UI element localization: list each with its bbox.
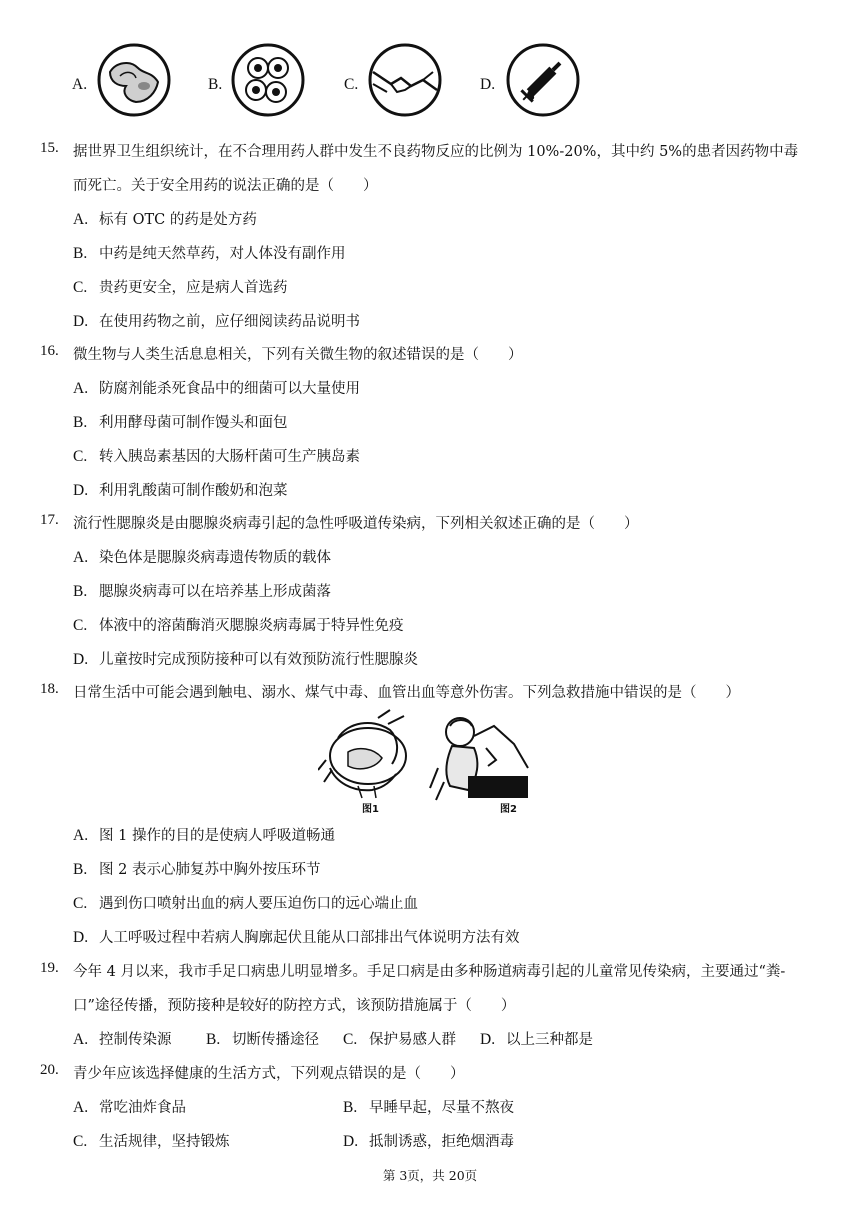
figure-1-head-tilt xyxy=(318,710,406,798)
option-d[interactable] xyxy=(343,1130,514,1151)
option-label: C. xyxy=(73,895,88,912)
page-footer: 第 3页，共 20页 xyxy=(382,1168,478,1183)
option-text: 儿童按时完成预防接种可以有效预防流行性腮腺炎 xyxy=(99,652,418,668)
option-text: 遇到伤口喷射出血的病人要压迫伤口的远心端止血 xyxy=(99,896,418,912)
option-c[interactable] xyxy=(73,614,404,635)
option-label: C. xyxy=(343,1031,358,1048)
option-label: D. xyxy=(73,929,89,946)
option-text: 防腐剂能杀死食品中的细菌可以大量使用 xyxy=(99,381,360,397)
option-b[interactable] xyxy=(73,242,346,263)
option-label: B. xyxy=(343,1099,358,1116)
option-text: 抵制诱惑，拒绝烟酒毒 xyxy=(369,1134,514,1150)
question-number: 16. xyxy=(40,343,59,359)
option-text: 生活规律，坚持锻炼 xyxy=(99,1134,230,1150)
option-text: 利用酵母菌可制作馒头和面包 xyxy=(99,415,288,431)
option-label: D. xyxy=(343,1133,359,1150)
option-label: A. xyxy=(73,380,89,397)
option-d[interactable] xyxy=(73,926,520,947)
option-text: 腮腺炎病毒可以在培养基上形成菌落 xyxy=(99,584,331,600)
option-text: 以上三种都是 xyxy=(506,1032,593,1048)
option-b-label: B. xyxy=(208,76,223,93)
option-a[interactable] xyxy=(73,208,257,229)
first-aid-illustration xyxy=(318,708,544,818)
option-label: C. xyxy=(73,448,88,465)
option-text: 切断传播途径 xyxy=(232,1032,319,1048)
option-label: D. xyxy=(73,651,89,668)
syringe-icon xyxy=(505,42,581,118)
option-d[interactable] xyxy=(73,648,418,669)
option-c[interactable] xyxy=(73,445,360,466)
figure-2-label: 图2 xyxy=(500,804,517,815)
option-c[interactable] xyxy=(73,276,288,297)
question-number: 18. xyxy=(40,681,59,697)
option-d[interactable] xyxy=(480,1028,593,1049)
option-text: 人工呼吸过程中若病人胸廓起伏且能从口部排出气体说明方法有效 xyxy=(99,930,520,946)
option-d[interactable] xyxy=(73,479,288,500)
option-c[interactable] xyxy=(73,892,418,913)
option-a[interactable] xyxy=(73,824,335,845)
option-text: 标有 OTC 的药是处方药 xyxy=(99,212,257,228)
question-text: 微生物与人类生活息息相关，下列有关微生物的叙述错误的是（ ） xyxy=(73,347,523,363)
option-label: B. xyxy=(73,245,88,262)
question-text: 口”途径传播，预防接种是较好的防控方式，该预防措施属于（ ） xyxy=(73,998,516,1014)
tissue-cells-icon xyxy=(96,42,172,118)
option-text: 染色体是腮腺炎病毒遗传物质的载体 xyxy=(99,550,331,566)
option-label: B. xyxy=(206,1031,221,1048)
option-text: 中药是纯天然草药，对人体没有副作用 xyxy=(99,246,346,262)
question-number: 19. xyxy=(40,960,59,976)
option-a-label: A. xyxy=(72,76,88,93)
option-a[interactable] xyxy=(73,546,331,567)
option-label: A. xyxy=(73,211,89,228)
option-label: B. xyxy=(73,861,88,878)
option-text: 保护易感人群 xyxy=(369,1032,456,1048)
option-label: A. xyxy=(73,1099,89,1116)
option-c[interactable] xyxy=(73,1130,230,1151)
question-text: 青少年应该选择健康的生活方式，下列观点错误的是（ ） xyxy=(73,1066,465,1082)
option-text: 在使用药物之前，应仔细阅读药品说明书 xyxy=(99,314,360,330)
option-label: B. xyxy=(73,583,88,600)
option-label: A. xyxy=(73,1031,89,1048)
question-number: 15. xyxy=(40,140,59,156)
option-b[interactable] xyxy=(73,858,320,879)
question-number: 20. xyxy=(40,1062,59,1078)
option-label: A. xyxy=(73,549,89,566)
option-b[interactable] xyxy=(73,580,331,601)
option-label: C. xyxy=(73,1133,88,1150)
option-label: C. xyxy=(73,617,88,634)
question-text: 流行性腮腺炎是由腮腺炎病毒引起的急性呼吸道传染病，下列相关叙述正确的是（ ） xyxy=(73,516,639,532)
option-text: 图 2 表示心肺复苏中胸外按压环节 xyxy=(99,862,321,878)
option-text: 控制传染源 xyxy=(99,1032,172,1048)
option-label: D. xyxy=(73,482,89,499)
option-label: A. xyxy=(73,827,89,844)
option-text: 常吃油炸食品 xyxy=(99,1100,186,1116)
option-b[interactable] xyxy=(73,411,288,432)
option-text: 利用乳酸菌可制作酸奶和泡菜 xyxy=(99,483,288,499)
option-a[interactable] xyxy=(73,1028,172,1049)
option-b[interactable] xyxy=(343,1096,514,1117)
question-text: 而死亡。关于安全用药的说法正确的是（ ） xyxy=(73,178,378,194)
first-aid-figure xyxy=(318,708,544,818)
option-a[interactable] xyxy=(73,377,360,398)
option-text: 贵药更安全，应是病人首选药 xyxy=(99,280,288,296)
option-b[interactable] xyxy=(206,1028,319,1049)
option-c-label: C. xyxy=(344,76,359,93)
figure-2-chest-compression xyxy=(430,718,528,800)
option-text: 体液中的溶菌酶消灭腮腺炎病毒属于特异性免疫 xyxy=(99,618,404,634)
figure-1-label: 图1 xyxy=(362,804,379,815)
question-text: 据世界卫生组织统计，在不合理用药人群中发生不良药物反应的比例为 10%-20%，其中约 5%的患者因药物中毒 xyxy=(73,144,799,160)
blood-cells-icon xyxy=(230,42,306,118)
option-a[interactable] xyxy=(73,1096,186,1117)
option-label: D. xyxy=(480,1031,496,1048)
option-text: 转入胰岛素基因的大肠杆菌可生产胰岛素 xyxy=(99,449,360,465)
option-label: B. xyxy=(73,414,88,431)
option-text: 早睡早起，尽量不熬夜 xyxy=(369,1100,514,1116)
option-label: D. xyxy=(73,313,89,330)
option-d-label: D. xyxy=(480,76,496,93)
question-text: 日常生活中可能会遇到触电、溺水、煤气中毒、血管出血等意外伤害。下列急救措施中错误的是（ ） xyxy=(73,685,740,701)
question-text: 今年 4 月以来，我市手足口病患儿明显增多。手足口病是由多种肠道病毒引起的儿童常见传染病，主要通过“粪- xyxy=(73,964,786,980)
option-d[interactable] xyxy=(73,310,360,331)
option-c[interactable] xyxy=(343,1028,456,1049)
option-label: C. xyxy=(73,279,88,296)
handshake-icon xyxy=(367,42,443,118)
question-number: 17. xyxy=(40,512,59,528)
option-text: 图 1 操作的目的是使病人呼吸道畅通 xyxy=(99,828,335,844)
